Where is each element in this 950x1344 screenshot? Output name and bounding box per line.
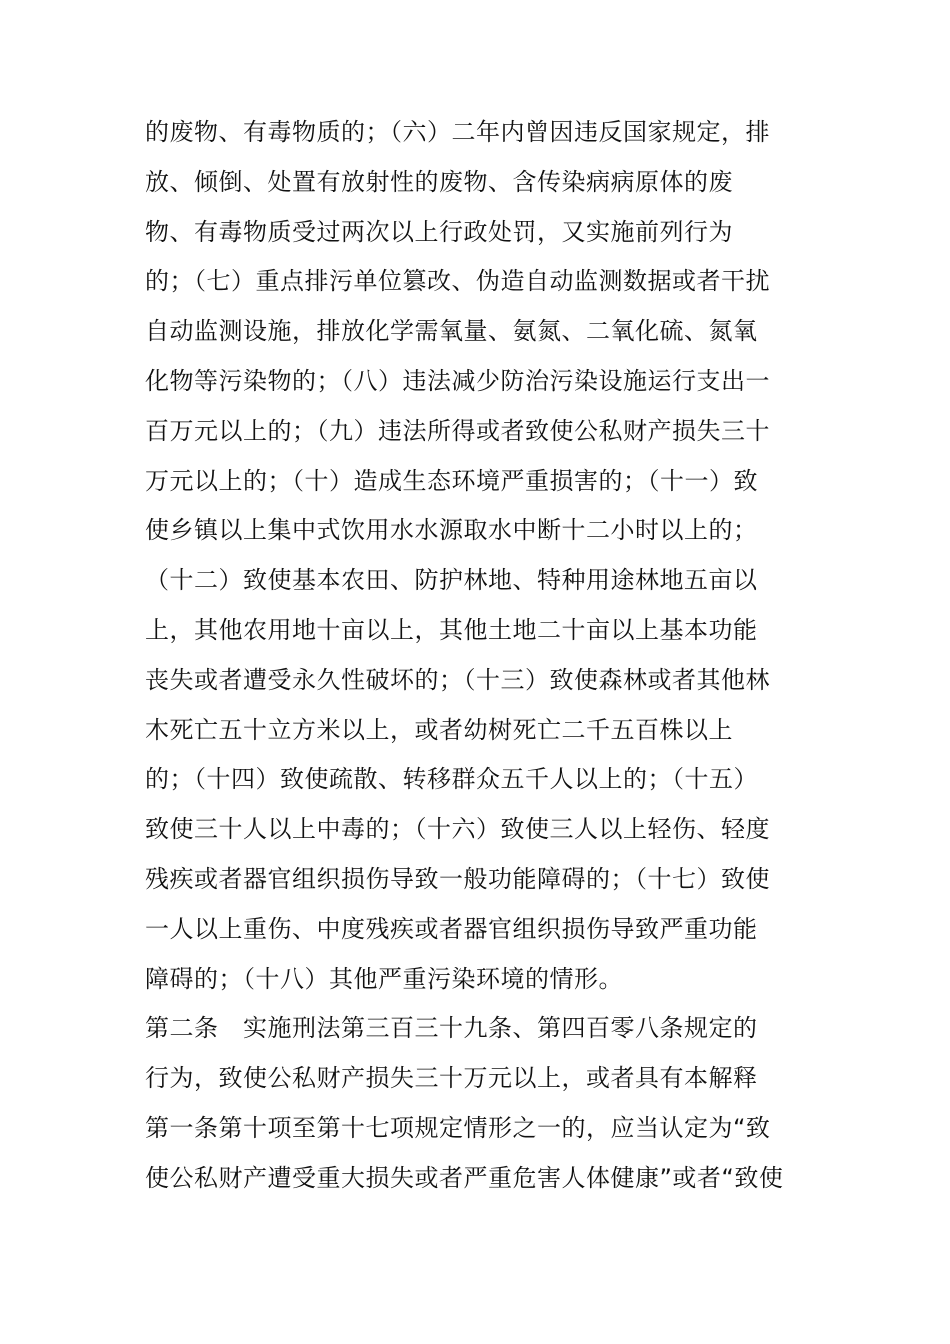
text-line: 放、倾倒、处置有放射性的废物、含传染病病原体的废 [145, 167, 733, 196]
text-line: 的废物、有毒物质的；（六）二年内曾因违反国家规定，排 [145, 118, 770, 146]
text-line: 障碍的；（十八）其他严重污染环境的情形。 [145, 964, 623, 993]
article-heading-line: 第二条 实施刑法第三百三十九条、第四百零八条规定的 [145, 1014, 758, 1043]
text-line: 自动监测设施，排放化学需氧量、氨氮、二氧化硫、氮氧 [145, 317, 758, 346]
text-line: 物、有毒物质受过两次以上行政处罚，又实施前列行为 [145, 217, 733, 246]
text-line: 木死亡五十立方米以上，或者幼树死亡二千五百株以上 [145, 715, 733, 744]
text-line: 使公私财产遭受重大损失或者严重危害人体健康”或者“致使 [145, 1163, 784, 1192]
text-line: 的；（七）重点排污单位篡改、伪造自动监测数据或者干扰 [145, 267, 770, 296]
text-line: 化物等污染物的；（八）违法减少防治污染设施运行支出一 [145, 366, 770, 395]
body-text [145, 108, 825, 1204]
text-line: 残疾或者器官组织损伤导致一般功能障碍的；（十七）致使 [145, 864, 770, 893]
text-line: 百万元以上的；（九）违法所得或者致使公私财产损失三十 [145, 416, 770, 445]
text-line: 万元以上的；（十）造成生态环境严重损害的；（十一）致 [145, 466, 758, 495]
text-line: 一人以上重伤、中度残疾或者器官组织损伤导致严重功能 [145, 914, 758, 943]
text-line: 的；（十四）致使疏散、转移群众五千人以上的；（十五） [145, 765, 758, 794]
text-line: （十二）致使基本农田、防护林地、特种用途林地五亩以 [145, 566, 758, 595]
text-line: 丧失或者遭受永久性破坏的；（十三）致使森林或者其他林 [145, 665, 770, 694]
text-line: 行为，致使公私财产损失三十万元以上，或者具有本解释 [145, 1064, 758, 1093]
text-line: 第一条第十项至第十七项规定情形之一的，应当认定为“致 [145, 1113, 771, 1142]
text-line: 致使三十人以上中毒的；（十六）致使三人以上轻伤、轻度 [145, 815, 770, 844]
text-line: 上，其他农用地十亩以上，其他土地二十亩以上基本功能 [145, 615, 758, 644]
text-line: 使乡镇以上集中式饮用水水源取水中断十二小时以上的； [145, 516, 758, 545]
